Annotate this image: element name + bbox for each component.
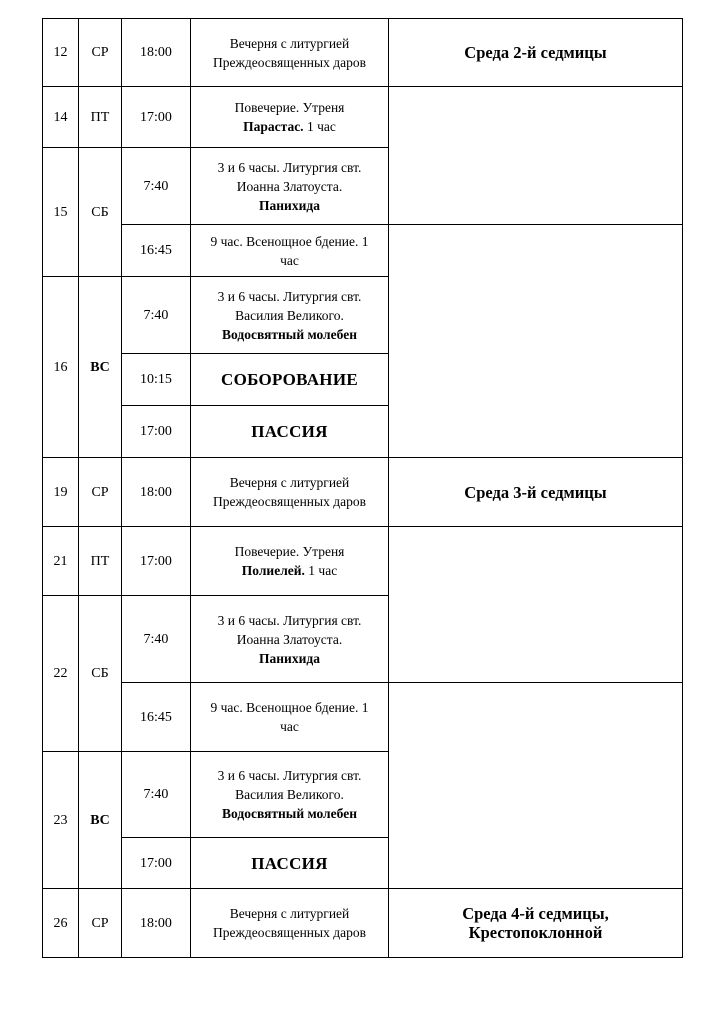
- time-cell: 18:00: [122, 458, 191, 527]
- time-cell: 17:00: [122, 406, 191, 458]
- weekday-cell: СР: [79, 19, 122, 87]
- date-cell: 14: [43, 87, 79, 148]
- service-cell: [191, 683, 389, 752]
- service-text: Василия Великого.: [235, 307, 344, 323]
- weekday-cell: СБ: [79, 596, 122, 752]
- service-cell: СОБОРОВАНИЕ: [191, 354, 389, 406]
- weekday-cell: СР: [79, 458, 122, 527]
- service-text: час: [280, 719, 299, 734]
- service-cell: [191, 889, 389, 958]
- service-text: час: [280, 252, 299, 268]
- service-bold-text: Полиелей.: [241, 563, 305, 578]
- date-cell: 23: [43, 752, 79, 889]
- service-bold-text: Панихида: [259, 197, 320, 213]
- service-cell: [191, 225, 389, 277]
- weekday-cell: ПТ: [79, 87, 122, 148]
- service-text: Вечерня с литургией: [229, 475, 350, 490]
- table-row: [43, 87, 683, 148]
- service-text: Иоанна Златоуста.: [236, 178, 343, 194]
- service-cell: ПАССИЯ: [191, 406, 389, 458]
- table-row: [43, 225, 683, 277]
- date-cell: 15: [43, 148, 79, 277]
- feast-cell: [389, 458, 683, 527]
- weekday-cell: СБ: [79, 148, 122, 277]
- service-cell: [191, 527, 389, 596]
- table-row: [43, 683, 683, 752]
- feast-line: Крестопоклонной: [468, 923, 603, 942]
- feast-title: Среда 2-й седмицы: [464, 43, 607, 62]
- service-text: 9 час. Всенощное бдение. 1: [210, 700, 369, 715]
- weekday-cell: ПТ: [79, 527, 122, 596]
- feast-line: Среда 4-й седмицы,: [462, 904, 609, 923]
- feast-title: Среда 3-й седмицы: [464, 482, 607, 502]
- weekday-cell: ВС: [79, 277, 122, 458]
- service-bold-text: Парастас.: [243, 119, 304, 134]
- service-bold-text: Панихида: [259, 650, 320, 666]
- date-cell: 19: [43, 458, 79, 527]
- date-cell: 22: [43, 596, 79, 752]
- table-row: [43, 889, 683, 958]
- date-cell: 16: [43, 277, 79, 458]
- feast-cell: [389, 683, 683, 889]
- service-text: Иоанна Златоуста.: [236, 631, 343, 647]
- time-cell: 7:40: [122, 148, 191, 225]
- service-text: Повечерие. Утреня: [234, 544, 345, 559]
- feast-cell: [389, 889, 683, 958]
- time-cell: 17:00: [122, 838, 191, 889]
- time-cell: 16:45: [122, 225, 191, 277]
- service-cell: [191, 458, 389, 527]
- time-cell: 10:15: [122, 354, 191, 406]
- table-row: [43, 527, 683, 596]
- service-text: 3 и 6 часы. Литургия свт.: [217, 159, 362, 175]
- service-text: 3 и 6 часы. Литургия свт.: [217, 288, 362, 304]
- time-cell: 17:00: [122, 527, 191, 596]
- time-cell: 18:00: [122, 889, 191, 958]
- time-cell: 16:45: [122, 683, 191, 752]
- service-text: 3 и 6 часы. Литургия свт.: [217, 768, 362, 783]
- service-text: 1 час: [304, 563, 338, 578]
- date-cell: 12: [43, 19, 79, 87]
- service-text: Вечерня с литургией: [229, 906, 350, 921]
- service-text: 9 час. Всенощное бдение. 1: [210, 233, 369, 249]
- weekday-cell: ВС: [79, 752, 122, 889]
- schedule-table: [42, 18, 683, 958]
- service-cell: ПАССИЯ: [191, 838, 389, 889]
- service-text: Повечерие. Утреня: [234, 100, 345, 115]
- service-text: Преждеосвященных даров: [213, 925, 366, 940]
- table-row: [43, 458, 683, 527]
- service-bold-text: Водосвятный молебен: [222, 806, 357, 821]
- service-cell: [191, 752, 389, 838]
- service-cell: [191, 277, 389, 354]
- service-cell: [191, 19, 389, 87]
- service-cell: [191, 148, 389, 225]
- date-cell: 21: [43, 527, 79, 596]
- time-cell: 7:40: [122, 277, 191, 354]
- service-text: 3 и 6 часы. Литургия свт.: [217, 612, 362, 628]
- service-text: Преждеосвященных даров: [213, 494, 366, 509]
- service-cell: [191, 87, 389, 148]
- time-cell: 7:40: [122, 752, 191, 838]
- service-text: 1 час: [303, 119, 336, 134]
- time-cell: 7:40: [122, 596, 191, 683]
- service-text: Вечерня с литургией: [229, 35, 350, 51]
- weekday-cell: СР: [79, 889, 122, 958]
- feast-cell: [389, 527, 683, 683]
- time-cell: 17:00: [122, 87, 191, 148]
- service-cell: [191, 596, 389, 683]
- time-cell: 18:00: [122, 19, 191, 87]
- service-text: Василия Великого.: [235, 787, 344, 802]
- feast-cell: [389, 87, 683, 225]
- feast-cell: [389, 225, 683, 458]
- service-bold-text: Водосвятный молебен: [222, 326, 357, 342]
- date-cell: 26: [43, 889, 79, 958]
- table-row: [43, 19, 683, 87]
- feast-cell: [389, 19, 683, 87]
- service-text: Преждеосвященных даров: [213, 54, 366, 70]
